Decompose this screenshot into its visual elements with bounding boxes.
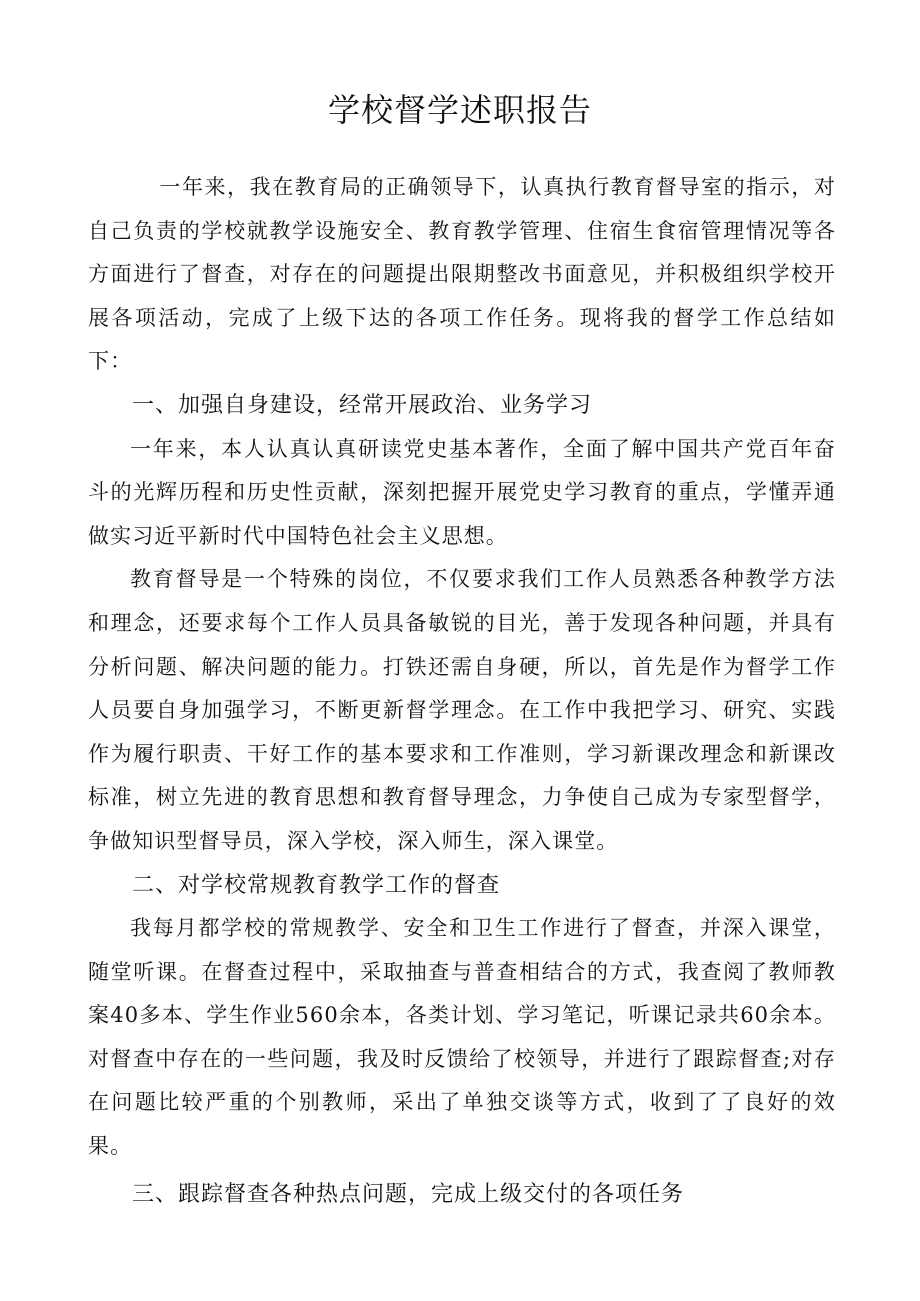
document-body	[88, 166, 836, 1216]
intro-paragraph: 一年来，我在教育局的正确领导下，认真执行教育督导室的指示，对自己负责的学校就教学设施安全、教育教学管理、住宿生食宿管理情况等各方面进行了督查，对存在的问题提出限期整改书面意见，并积极组织学校开展各项活动，完成了上级下达的各项工作任务。现将我的督学工作总结如下：	[88, 175, 836, 374]
body-paragraph: 我每月都学校的常规教学、安全和卫生工作进行了督查，并深入课堂，随堂听课。在督查过程中，采取抽查与普查相结合的方式，我查阅了教师教案40多本、学生作业560余本，各类计划、学习笔记，听课记录共60余本。对督查中存在的一些问题，我及时反馈给了校领导，并进行了跟踪督查;对存在问题比较严重的个别教师，采出了单独交谈等方式，收到了了良好的效果。	[88, 916, 836, 1159]
section-heading-1: 一、加强自身建设，经常开展政治、业务学习	[132, 392, 593, 418]
body-paragraph: 教育督导是一个特殊的岗位，不仅要求我们工作人员熟悉各种教学方法和理念，还要求每个工作人员具备敏锐的目光，善于发现各种问题，并具有分析问题、解决问题的能力。打铁还需自身硬，所以，首先是作为督学工作人员要自身加强学习，不断更新督学理念。在工作中我把学习、研究、实践作为履行职责、干好工作的基本要求和工作准则，学习新课改理念和新课改标准，树立先进的教育思想和教育督导理念，力争使自己成为专家型督学，争做知识型督导员，深入学校，深入师生，深入课堂。	[88, 567, 836, 853]
section-heading-3: 三、跟踪督查各种热点问题，完成上级交付的各项任务	[132, 1181, 685, 1207]
section-heading-2: 二、对学校常规教育教学工作的督查	[132, 872, 501, 898]
document-title: 学校督学述职报告	[327, 91, 592, 129]
body-paragraph: 一年来，本人认真认真研读党史基本著作，全面了解中国共产党百年奋斗的光辉历程和历史性贡献，深刻把握开展党史学习教育的重点，学懂弄通做实习近平新时代中国特色社会主义思想。	[88, 436, 836, 548]
